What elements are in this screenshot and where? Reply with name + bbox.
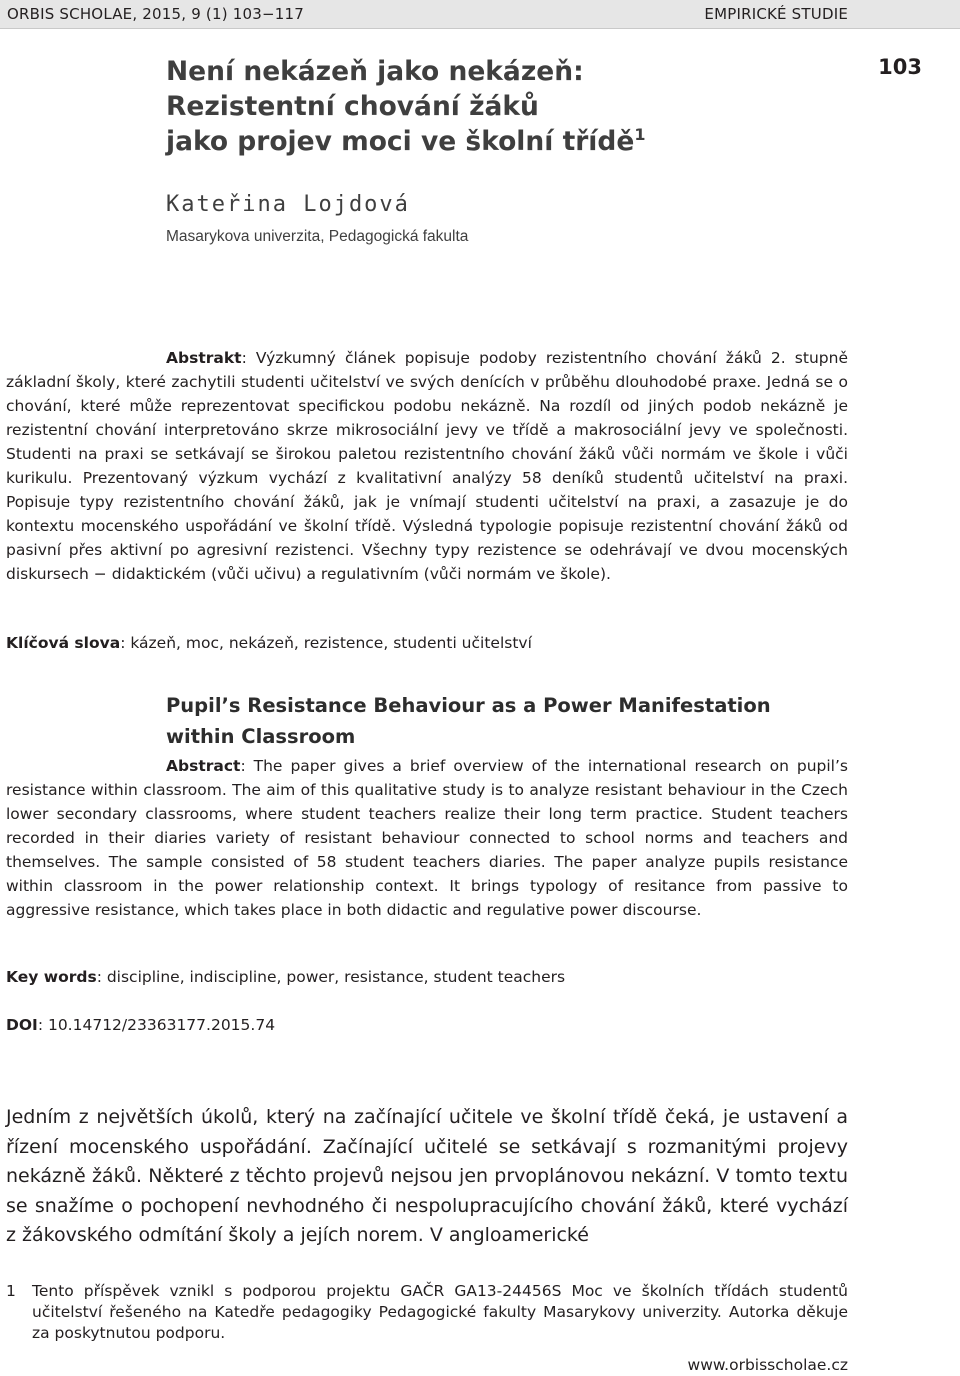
page-number: 103 (878, 55, 922, 79)
keywords-english (6, 968, 848, 986)
title-line: Není nekázeň jako nekázeň: (166, 56, 584, 87)
title-line-text: jako projev moci ve školní třídě (166, 126, 635, 157)
abstract-english (6, 754, 848, 922)
abstract-english-paragraph (6, 754, 848, 922)
keywords-label: Key words (6, 968, 97, 986)
english-title-line: within Classroom (166, 725, 356, 748)
keywords-text: : discipline, indiscipline, power, resistance, student teachers (96, 968, 566, 986)
website-link[interactable]: www.orbisscholae.cz (687, 1356, 848, 1374)
english-title (166, 690, 806, 752)
keywords-label: Klíčová slova (6, 634, 121, 652)
doi (6, 1016, 848, 1034)
running-header (0, 0, 960, 29)
title-line (166, 124, 806, 159)
footnote-number: 1 (6, 1282, 16, 1300)
keywords-text: : kázeň, moc, nekázeň, rezistence, studenti učitelství (120, 634, 532, 652)
body-paragraph: Jedním z největších úkolů, který na začínající učitele ve školní třídě čeká, je ustavení a řízení mocenského uspořádání. Začínající učitelé se setkávají s rozmanitými projevy nekázně žáků. Některé z těchto projevů nejsou jen prvoplánovou nekázní. V tomto textu se snažíme o pochopení nevhodného či nespolupracujícího chování žáků, které vychází z žákovského odmítání školy a jejích norem. V angloamerické (6, 1106, 848, 1246)
abstract-czech (6, 346, 848, 586)
abstract-text: : Výzkumný článek popisuje podoby rezistentního chování žáků 2. stupně základní školy, které zachytili studenti učitelství ve svých denících v průběhu dlouhodobé praxe. Jedná se o chování, které může reprezentovat specifickou podobu nekázně. Na rozdíl od jiných podob nekázně je rezistentní chování interpretováno skrze mikrosociální jevy ve třídě a makrosociální jevy ve společnosti. Studenti na praxi se setkávají se širokou paletou rezistentního chování žáků vůči normám ve škole i vůči kurikulu. Prezentovaný výzkum vychází z kvalitativní analýzy 58 deníků studentů učitelství na praxi. Popisuje typy rezistentního chování žáků, jak je vnímají studenti učitelství na praxi, a zasazuje je do kontextu mocenského uspořádání ve školní třídě. Výsledná typologie popisuje rezistentní chování žáků od pasivní přes aktivní po agresivní rezistenci. Všechny typy rezistence se odehrávají ve dvou mocenských diskursech − didaktickém (vůči učivu) a regulativním (vůči normám ve škole). (6, 349, 848, 583)
doi-value[interactable]: : 10.14712/23363177.2015.74 (37, 1016, 276, 1034)
footnote-reference[interactable]: 1 (634, 125, 646, 145)
section-label: EMPIRICKÉ STUDIE (704, 5, 848, 23)
english-title-line: Pupil’s Resistance Behaviour as a Power Manifestation (166, 694, 771, 717)
footnote (6, 1281, 848, 1344)
article-title (166, 54, 806, 159)
abstract-text: : The paper gives a brief overview of the international research on pupil’s resistance within classroom. The aim of this qualitative study is to analyze resistant behaviour in the Czech lower secondary classrooms, where student teachers realize their long term practice. Student teachers recorded in their diaries variety of resistant behaviour connected to school norms and teachers and themselves. The sample consisted of 58 student teachers diaries. The paper analyze pupils resistance within classroom in the power relationship context. It brings typology of resitance from passive to aggressive resistance, which takes place in both didactic and regulative power discourse. (6, 757, 848, 919)
journal-citation: ORBIS SCHOLAE, 2015, 9 (1) 103−117 (7, 5, 304, 23)
doi-label: DOI (6, 1016, 38, 1034)
footnote-text: Tento příspěvek vznikl s podporou projektu GAČR GA13-24456S Moc ve školních třídách studentů učitelství řešeného na Katedře pedagogiky Pedagogické fakulty Masarykovy univerzity. Autorka děkuje za poskytnutou podporu. (32, 1282, 848, 1342)
keywords-czech (6, 634, 848, 652)
abstract-czech-paragraph (6, 346, 848, 586)
author-affiliation: Masarykova univerzita, Pedagogická fakulta (166, 228, 469, 245)
abstract-label: Abstract (166, 757, 241, 775)
title-line: Rezistentní chování žáků (166, 91, 539, 122)
abstract-label: Abstrakt (166, 349, 242, 367)
author-name: Kateřina Lojdová (166, 192, 410, 217)
body-text (6, 1103, 848, 1251)
